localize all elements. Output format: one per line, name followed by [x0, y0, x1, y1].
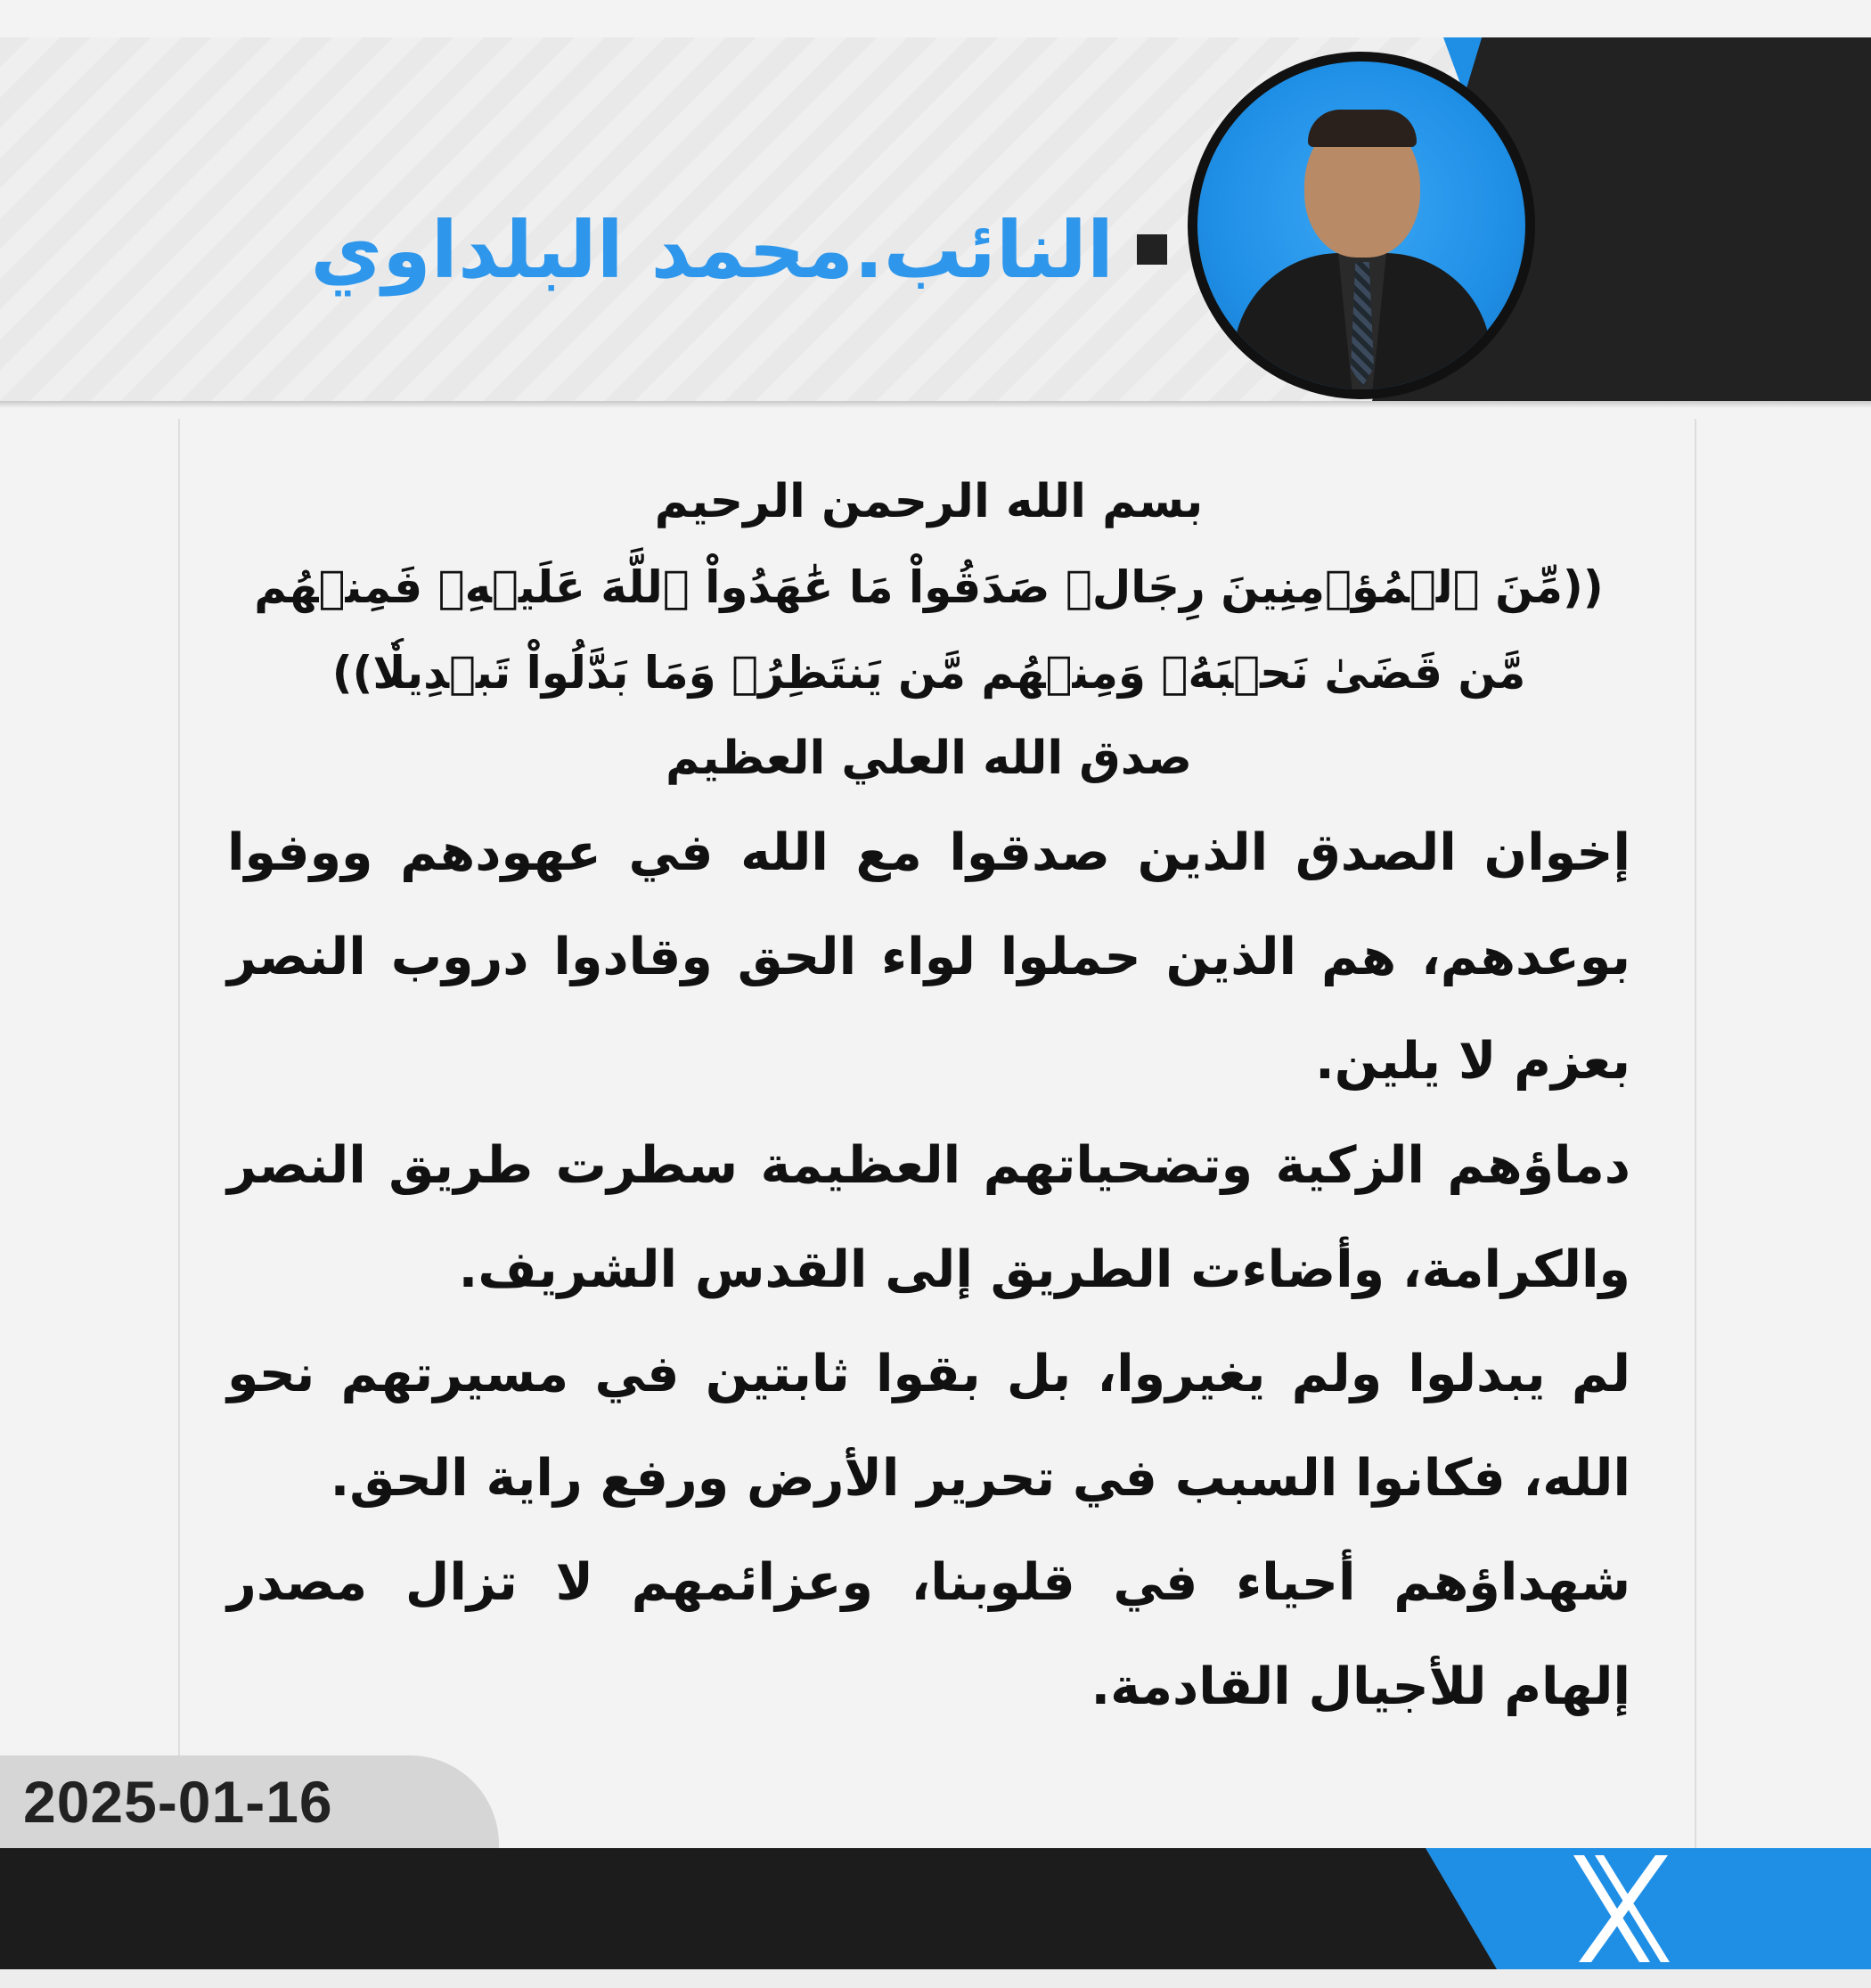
- avatar: [1188, 52, 1535, 399]
- paragraph: لم يبدلوا ولم يغيروا، بل بقوا ثابتين في مسيرتهم نحو الله، فكانوا السبب في تحرير الأرض ورفع راية الحق.: [227, 1345, 1630, 1508]
- paragraph: شهداؤهم أحياء في قلوبنا، وعزائمهم لا تزال مصدر إلهام للأجيال القادمة.: [227, 1553, 1630, 1716]
- paragraph: دماؤهم الزكية وتضحياتهم العظيمة سطرت طريق النصر والكرامة، وأضاءت الطريق إلى القدس الشريف.: [227, 1136, 1630, 1299]
- verse-closing: صدق الله العلي العظيم: [665, 732, 1193, 785]
- profile-photo: [1197, 61, 1525, 389]
- bottom-strip: [0, 1969, 1871, 1988]
- name-row: [205, 200, 1167, 299]
- paragraph: إخوان الصدق الذين صدقوا مع الله في عهودهم ووفوا بوعدهم، هم الذين حملوا لواء الحق وقادوا دروب النصر بعزم لا يلين.: [227, 823, 1630, 1091]
- statement-body: [227, 459, 1630, 1739]
- avatar-hair: [1308, 110, 1417, 147]
- basmala: بسم الله الرحمن الرحيم: [654, 475, 1204, 528]
- x-logo-icon: [1568, 1852, 1675, 1966]
- verse-line-1: ((مِّنَ ٱلۡمُؤۡمِنِينَ رِجَالٞ صَدَقُواْ مَا عَٰهَدُواْ ٱللَّهَ عَلَيۡهِۖ فَمِنۡهُم: [254, 561, 1604, 613]
- date-tab: [0, 1755, 499, 1848]
- square-bullet-icon: [1137, 234, 1167, 265]
- post-date: 2025-01-16: [23, 1769, 333, 1835]
- verse-line-2: مَّن قَضَىٰ نَحۡبَهُۥ وَمِنۡهُم مَّن يَنتَظِرُۖ وَمَا بَدَّلُواْ تَبۡدِيلٗا)): [331, 647, 1526, 699]
- page-title: النائب.محمد البلداوي: [310, 203, 1114, 296]
- header-shadow: [0, 401, 1871, 408]
